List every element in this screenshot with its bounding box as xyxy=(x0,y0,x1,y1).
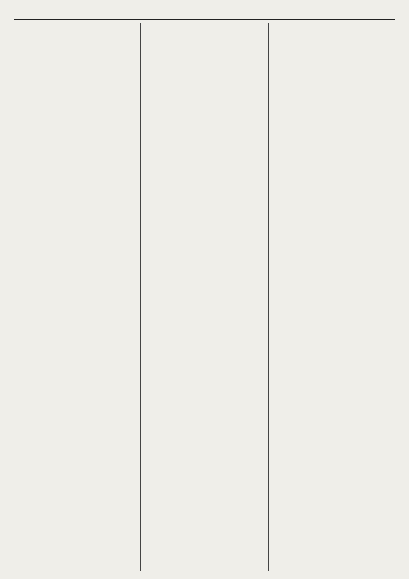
article-paragraph xyxy=(143,311,267,341)
article-paragraph xyxy=(14,183,138,213)
header-rule xyxy=(14,19,395,20)
article-paragraph xyxy=(143,23,267,53)
article-paragraph xyxy=(143,215,267,245)
article-paragraph xyxy=(14,471,138,501)
article-paragraph xyxy=(271,407,395,437)
article-paragraph xyxy=(271,279,395,309)
article-paragraph xyxy=(271,439,395,469)
article-paragraph xyxy=(143,343,267,373)
article-paragraph xyxy=(14,407,138,437)
article-paragraph xyxy=(143,439,267,469)
column-2 xyxy=(143,23,267,573)
article-paragraph xyxy=(271,183,395,213)
article-paragraph xyxy=(143,503,267,533)
article-paragraph xyxy=(271,471,395,501)
article-paragraph xyxy=(143,375,267,405)
article-paragraph xyxy=(143,247,267,277)
article-paragraph xyxy=(143,471,267,501)
article-paragraph xyxy=(271,215,395,245)
article-paragraph xyxy=(14,119,138,149)
article-paragraph xyxy=(14,375,138,405)
article-paragraph xyxy=(143,87,267,117)
article-paragraph xyxy=(271,119,395,149)
column-1 xyxy=(14,23,138,573)
article-paragraph xyxy=(143,279,267,309)
article-paragraph xyxy=(14,279,138,309)
article-paragraph xyxy=(14,439,138,469)
page-header xyxy=(14,6,395,18)
column-separator xyxy=(140,23,141,571)
article-paragraph xyxy=(271,311,395,341)
column-3 xyxy=(271,23,395,573)
article-paragraph xyxy=(14,343,138,373)
article-paragraph xyxy=(14,23,138,53)
article-paragraph xyxy=(14,215,138,245)
article-paragraph xyxy=(271,55,395,85)
article-paragraph xyxy=(14,151,138,181)
article-paragraph xyxy=(271,247,395,277)
article-paragraph xyxy=(14,87,138,117)
column-separator xyxy=(268,23,269,571)
article-paragraph xyxy=(271,23,395,53)
article-paragraph xyxy=(14,247,138,277)
article-paragraph xyxy=(271,343,395,373)
article-paragraph xyxy=(271,87,395,117)
article-paragraph xyxy=(143,183,267,213)
article-paragraph xyxy=(14,55,138,85)
article-paragraph xyxy=(143,151,267,181)
article-paragraph xyxy=(14,503,138,533)
article-paragraph xyxy=(14,311,138,341)
article-paragraph xyxy=(143,119,267,149)
article-paragraph xyxy=(271,503,395,533)
article-paragraph xyxy=(143,55,267,85)
article-paragraph xyxy=(271,151,395,181)
article-paragraph xyxy=(143,407,267,437)
article-paragraph xyxy=(271,375,395,405)
